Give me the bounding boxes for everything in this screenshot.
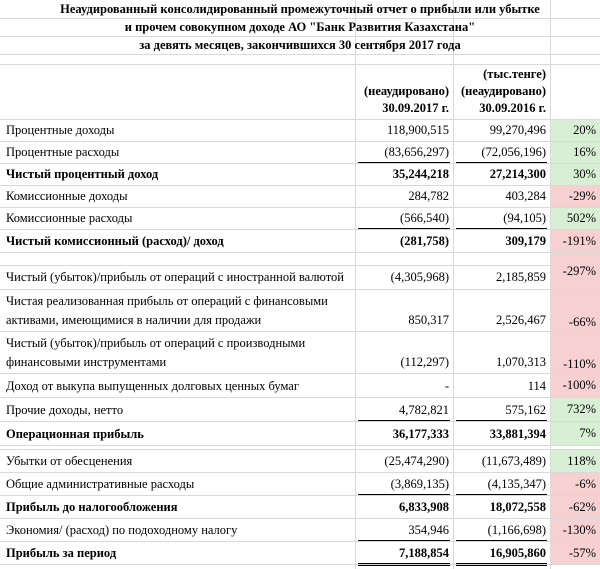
subtotal-underline [456,420,547,421]
grid-row [0,252,600,266]
change-percent: -29% [551,186,600,207]
row-label: Общие административные расходы [6,477,195,491]
col-2016-label: (неаудировано) [460,84,546,98]
change-percent: 502% [551,208,600,229]
change-percent: -66% [551,290,600,331]
row-label: Комиссионные доходы [6,189,128,203]
col-2016-date: 30.09.2016 г. [479,101,546,115]
row-label: Комиссионные расходы [6,211,133,225]
row-label-line-1: Чистый (убыток)/прибыль от операций с производными [6,336,306,350]
value-2017: (83,656,297) [384,145,449,159]
value-2017: (25,474,290) [384,454,449,468]
value-2016: (11,673,489) [481,454,546,468]
subtotal-underline [358,420,450,421]
value-2017: 118,900,515 [386,123,449,137]
row-label: Чистый процентный доход [6,167,159,181]
value-2017: 284,782 [408,189,449,203]
row-label: Процентные расходы [6,145,120,159]
subtotal-underline [456,494,547,495]
row-label: Доход от выкупа выпущенных долговых ценных бумаг [6,379,299,393]
change-percent: 20% [551,120,600,141]
subtotal-underline [358,494,450,495]
value-2017: 7,188,854 [399,546,449,560]
value-2017: (4,305,968) [390,270,449,284]
value-2017: - [444,379,449,393]
change-percent: 30% [551,164,600,185]
change-percent: -191% [551,230,600,252]
change-percent: 118% [551,450,600,472]
subtotal-underline [456,540,547,541]
total-double-underline [456,563,547,564]
value-2017: 4,782,821 [399,403,449,417]
change-percent: -110% [551,332,600,373]
subtotal-underline [456,162,547,163]
report-title-line-2: и прочем совокупном доходе АО "Банк Развития Казахстана" [124,20,476,34]
row-label: Прибыль за период [6,546,117,560]
row-label: Процентные доходы [6,123,115,137]
value-2016: 403,284 [505,189,546,203]
value-2016: 33,881,394 [489,427,546,441]
value-2016: 575,162 [505,403,546,417]
row-label-line-2: активами, имеющимися в наличии для продажи [6,313,262,327]
row-label: Прибыль до налогообложения [6,500,178,514]
value-2017: 36,177,333 [392,427,449,441]
change-percent: -130% [551,519,600,541]
row-label-line-2: финансовыми инструментами [6,355,167,369]
subtotal-underline [358,228,450,229]
row-label: Экономия/ (расход) по подоходному налогу [6,523,238,537]
change-percent: -6% [551,473,600,495]
change-percent: 7% [551,422,600,445]
value-2016: 2,185,859 [496,270,546,284]
change-percent: -297% [551,253,600,289]
report-title-line-1: Неаудированный консолидированный промежуточный отчет о прибыли или убытке [60,2,540,16]
value-2017: 850,317 [408,313,449,327]
report-title-line-3: за девять месяцев, закончившихся 30 сентября 2017 года [139,38,461,52]
value-2017: (566,540) [400,211,449,225]
value-2016: 1,070,313 [496,355,546,369]
total-double-underline [456,565,547,566]
subtotal-underline [358,162,450,163]
row-label: Убытки от обесценения [6,454,133,468]
row-label-line-1: Чистая реализованная прибыль от операций с финансовыми [6,294,328,308]
value-2016: (94,105) [503,211,546,225]
value-2017: (112,297) [400,355,449,369]
row-label: Чистый комиссионный (расход)/ доход [6,234,224,248]
value-2016: 18,072,558 [489,500,546,514]
value-2017: (3,869,135) [390,477,449,491]
value-2017: 6,833,908 [399,500,449,514]
col-2017-label: (неаудировано) [363,84,449,98]
value-2016: 309,179 [505,234,546,248]
row-label: Прочие доходы, нетто [6,403,124,417]
total-double-underline [358,565,450,566]
row-label: Операционная прибыль [6,427,144,441]
change-percent: -57% [551,542,600,564]
change-percent: 16% [551,142,600,163]
change-percent: -62% [551,496,600,518]
value-2016: 16,905,860 [489,546,546,560]
change-percent: -100% [551,374,600,397]
value-2016: (1,166,698) [487,523,546,537]
change-percent: 732% [551,398,600,421]
subtotal-underline [358,540,450,541]
row-label: Чистый (убыток)/прибыль от операций с иностранной валютой [6,270,344,284]
subtotal-underline [456,228,547,229]
value-2016: 2,526,467 [496,313,546,327]
value-2017: 354,946 [408,523,449,537]
value-2016: 114 [527,379,546,393]
total-double-underline [358,563,450,564]
value-2017: (281,758) [400,234,449,248]
units-label: (тыс.тенге) [483,67,546,81]
value-2016: (4,135,347) [487,477,546,491]
col-2017-date: 30.09.2017 г. [382,101,449,115]
value-2016: 27,214,300 [489,167,546,181]
value-2016: (72,056,196) [481,145,546,159]
value-2016: 99,270,496 [489,123,546,137]
value-2017: 35,244,218 [392,167,449,181]
